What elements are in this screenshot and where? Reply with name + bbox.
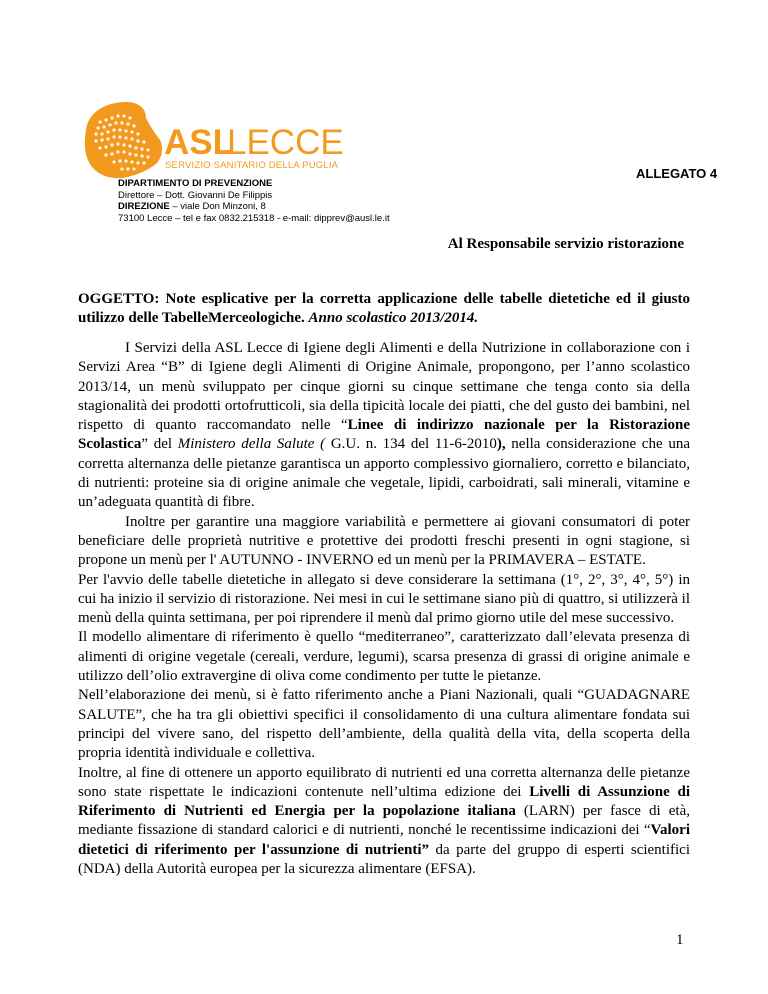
direction-label: DIREZIONE — [118, 201, 170, 212]
logo-brand: ASL — [164, 123, 234, 162]
paragraph-4: Il modello alimentare di riferimento è quello “mediterraneo”, caratterizzato dall’elevata presenza di alimenti di origine vegetale (cereali, verdure, legumi), scarsa presenza di grassi di origine animale e utilizzo dell’olio extravergine di oliva come condimento per tutte le pietanze. — [78, 629, 690, 685]
paragraph-6 — [78, 764, 690, 880]
document-body — [78, 339, 690, 879]
p6-bold-larn: Livelli di Assunzione di Riferimento di Nutrienti ed Energia per la popolazione italiana — [78, 783, 690, 820]
subject-year: Anno scolastico 2013/2014. — [308, 310, 479, 326]
p1-bold-guidelines: Linee di indirizzo nazionale per la Ristorazione Scolastica — [78, 417, 690, 453]
logo-city: LECCE — [227, 123, 344, 162]
paragraph-2: Inoltre per garantire una maggiore variabilità e permettere ai giovani consumatori di poter beneficiare delle proprietà nutritive e protettive dei prodotti freschi presenti in ogni stagione, si propone un menù per l' AUTUNNO - INVERNO ed un menù per la PRIMAVERA – ESTATE. — [78, 513, 690, 569]
addressee: Al Responsabile servizio ristorazione — [447, 236, 684, 252]
subject-main: OGGETTO: Note esplicative per la corretta applicazione delle tabelle dietetiche ed il giusto utilizzo delle TabelleMerceologiche. — [78, 291, 690, 326]
department-block — [118, 178, 390, 224]
department-name: DIPARTIMENTO DI PREVENZIONE — [118, 178, 273, 189]
p6-text-a: Inoltre, al fine di ottenere un apporto equilibrato di nutrienti ed una corretta alternanza delle pietanze sono state rispettate le indicazioni contenute nell’ultima edizione dei — [78, 764, 690, 800]
puglia-map-icon — [78, 100, 168, 180]
subject — [78, 290, 690, 328]
p1-text-g: nella considerazione che una corretta alternanza delle pietanze garantisca un apporto complessivo giornaliero, corretto e bilanciato, di nutrienti: proteine sia di origine animale che vegetale, lipidi, carboidrati, sali minerali, vitamine e un’adeguata quantità di fibre. — [78, 436, 690, 511]
p6-bold-values: Valori dietetici di riferimento per l'assunzione di nutrienti” — [78, 822, 690, 858]
direction-address: – viale Don Minzoni, 8 — [169, 201, 266, 212]
p6-text-c: (LARN) per fasce di età, mediante fissazione di standard calorici e di nutrienti, nonché le recentissime indicazioni dei “ — [78, 803, 690, 839]
page-number: 1 — [676, 932, 684, 948]
paragraph-5: Nell’elaborazione dei menù, si è fatto riferimento anche a Piani Nazionali, quali “GUADAGNARE SALUTE”, che ha tra gli obiettivi specifici il consolidamento di una cultura alimentare fondata sui principi del vivere sano, del rispetto dell’ambiente, della qualità della vita, della scoperta della propria identità individuale e collettiva. — [78, 687, 690, 762]
direction-line — [118, 201, 390, 213]
director-line: Direttore – Dott. Giovanni De Filippis — [118, 189, 273, 201]
logo-subtitle: SERVIZIO SANITARIO DELLA PUGLIA — [165, 160, 339, 171]
p1-paren: ), — [496, 436, 506, 453]
paragraph-3: Per l'avvio delle tabelle dietetiche in allegato si deve considerare la settimana (1°, 2°, 3°, 4°, 5°) in cui ha inizio il servizio di ristorazione. Nei mesi in cui le settimane siano più di quattro, si utilizzerà il menù della quinta settimana, per poi riprendere il menù dal primo giorno utile del mese successivo. — [78, 571, 690, 627]
contact-line: 73100 Lecce – tel e fax 0832.215318 - e-mail: dipprev@ausl.le.it — [118, 212, 390, 224]
paragraph-1 — [78, 339, 690, 513]
p1-ministry: Ministero della Salute ( — [177, 436, 331, 453]
p1-text-a: I Servizi della ASL Lecce di Igiene degli Alimenti e della Nutrizione in collaborazione con i Servizi Area “B” di Igiene degli Alimenti di Origine Animale, propongono, per l’anno scolastico 2013/14, un menù sviluppato per cinque giorni su cinque settimane che tenga conto sia della stagionalità dei prodotti ortofrutticoli, sia della tipicità locale dei piatti, che del gusto dei bambini, nel rispetto di quanto raccomandato nelle “ — [78, 340, 690, 434]
annex-label: ALLEGATO 4 — [636, 166, 718, 181]
p1-text-c: ” del — [141, 436, 178, 453]
p1-gazette: G.U. n. 134 del 11-6-2010 — [330, 436, 497, 453]
p6-text-e: da parte del gruppo di esperti scientifici (NDA) della Autorità europea per la sicurezza alimentare (EFSA). — [78, 841, 691, 878]
